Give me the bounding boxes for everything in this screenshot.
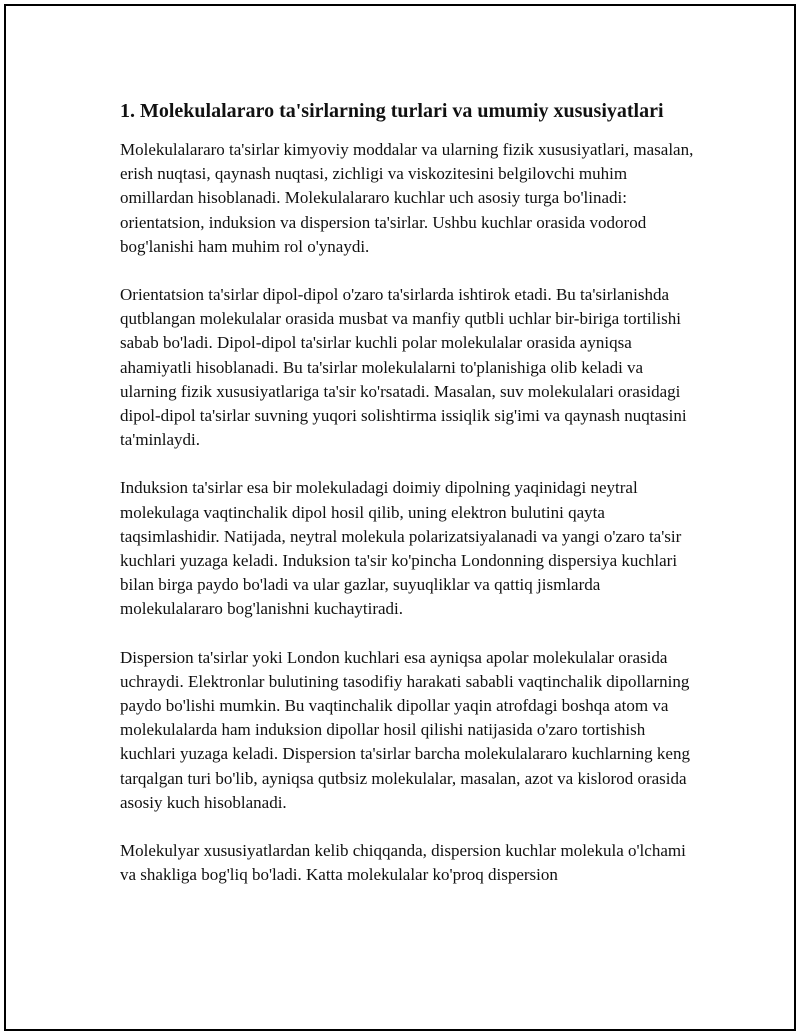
paragraph-orientation: Orientatsion ta'sirlar dipol-dipol o'zaro ta'sirlarda ishtirok etadi. Bu ta'sirlanishda qutblangan molekulalar orasida musbat va manfiy qutbli uchlar bir-biriga tortilishi sabab bo'ladi. Dipol-dipol ta'sirlar kuchli polar molekulalar orasida ayniqsa ahamiyatli hisoblanadi. Bu ta'sirlar molekulalarni to'planishiga olib keladi va ularning fizik xususiyatlariga ta'sir ko'rsatadi. Masalan, suv molekulalari orasidagi dipol-dipol ta'sirlar suvning yuqori solishtirma issiqlik sig'imi va qaynash nuqtasini ta'minlaydi. (120, 285, 687, 450)
section-heading: 1. Molekulalararo ta'sirlarning turlari va umumiy xususiyatlari (120, 100, 664, 122)
paragraph-intro: Molekulalararo ta'sirlar kimyoviy moddalar va ularning fizik xususiyatlari, masalan, erish nuqtasi, qaynash nuqtasi, zichligi va viskozitesini belgilovchi muhim omillardan hisoblanadi. Molekulalararo kuchlar uch asosiy turga bo'linadi: orientatsion, induksion va dispersion ta'sirlar. Ushbu kuchlar orasida vodorod bog'lanishi ham muhim rol o'ynaydi. (120, 140, 694, 256)
paragraph-dispersion: Dispersion ta'sirlar yoki London kuchlari esa ayniqsa apolar molekulalar orasida uchraydi. Elektronlar bulutining tasodifiy harakati sababli vaqtinchalik dipollarning paydo bo'lishi mumkin. Bu vaqtinchalik dipollar yaqin atrofdagi boshqa atom va molekulalarda ham induksion dipollar hosil qilishi natijasida o'zaro tortishish kuchlari yuzaga keladi. Dispersion ta'sirlar barcha molekulalararo kuchlarning keng tarqalgan turi bo'lib, ayniqsa qutbsiz molekulalar, masalan, azot va kislorod orasida asosiy kuch hisoblanadi. (120, 647, 690, 812)
document-page (4, 4, 796, 1031)
paragraph-molecular-properties: Molekulyar xususiyatlardan kelib chiqqanda, dispersion kuchlar molekula o'lchami va shakliga bog'liq bo'ladi. Katta molekulalar ko'proq dispersion (120, 841, 686, 885)
document-body (120, 98, 695, 911)
paragraph-induction: Induksion ta'sirlar esa bir molekuladagi doimiy dipolning yaqinidagi neytral molekulaga vaqtinchalik dipol hosil qilib, uning elektron bulutini qayta taqsimlashidir. Natijada, neytral molekula polarizatsiyalanadi va yangi o'zaro ta'sir kuchlari yuzaga keladi. Induksion ta'sir ko'pincha Londonning dispersiya kuchlari bilan birga paydo bo'ladi va ular gazlar, suyuqliklar va qattiq jismlarda molekulalararo bog'lanishni kuchaytiradi. (120, 478, 682, 619)
